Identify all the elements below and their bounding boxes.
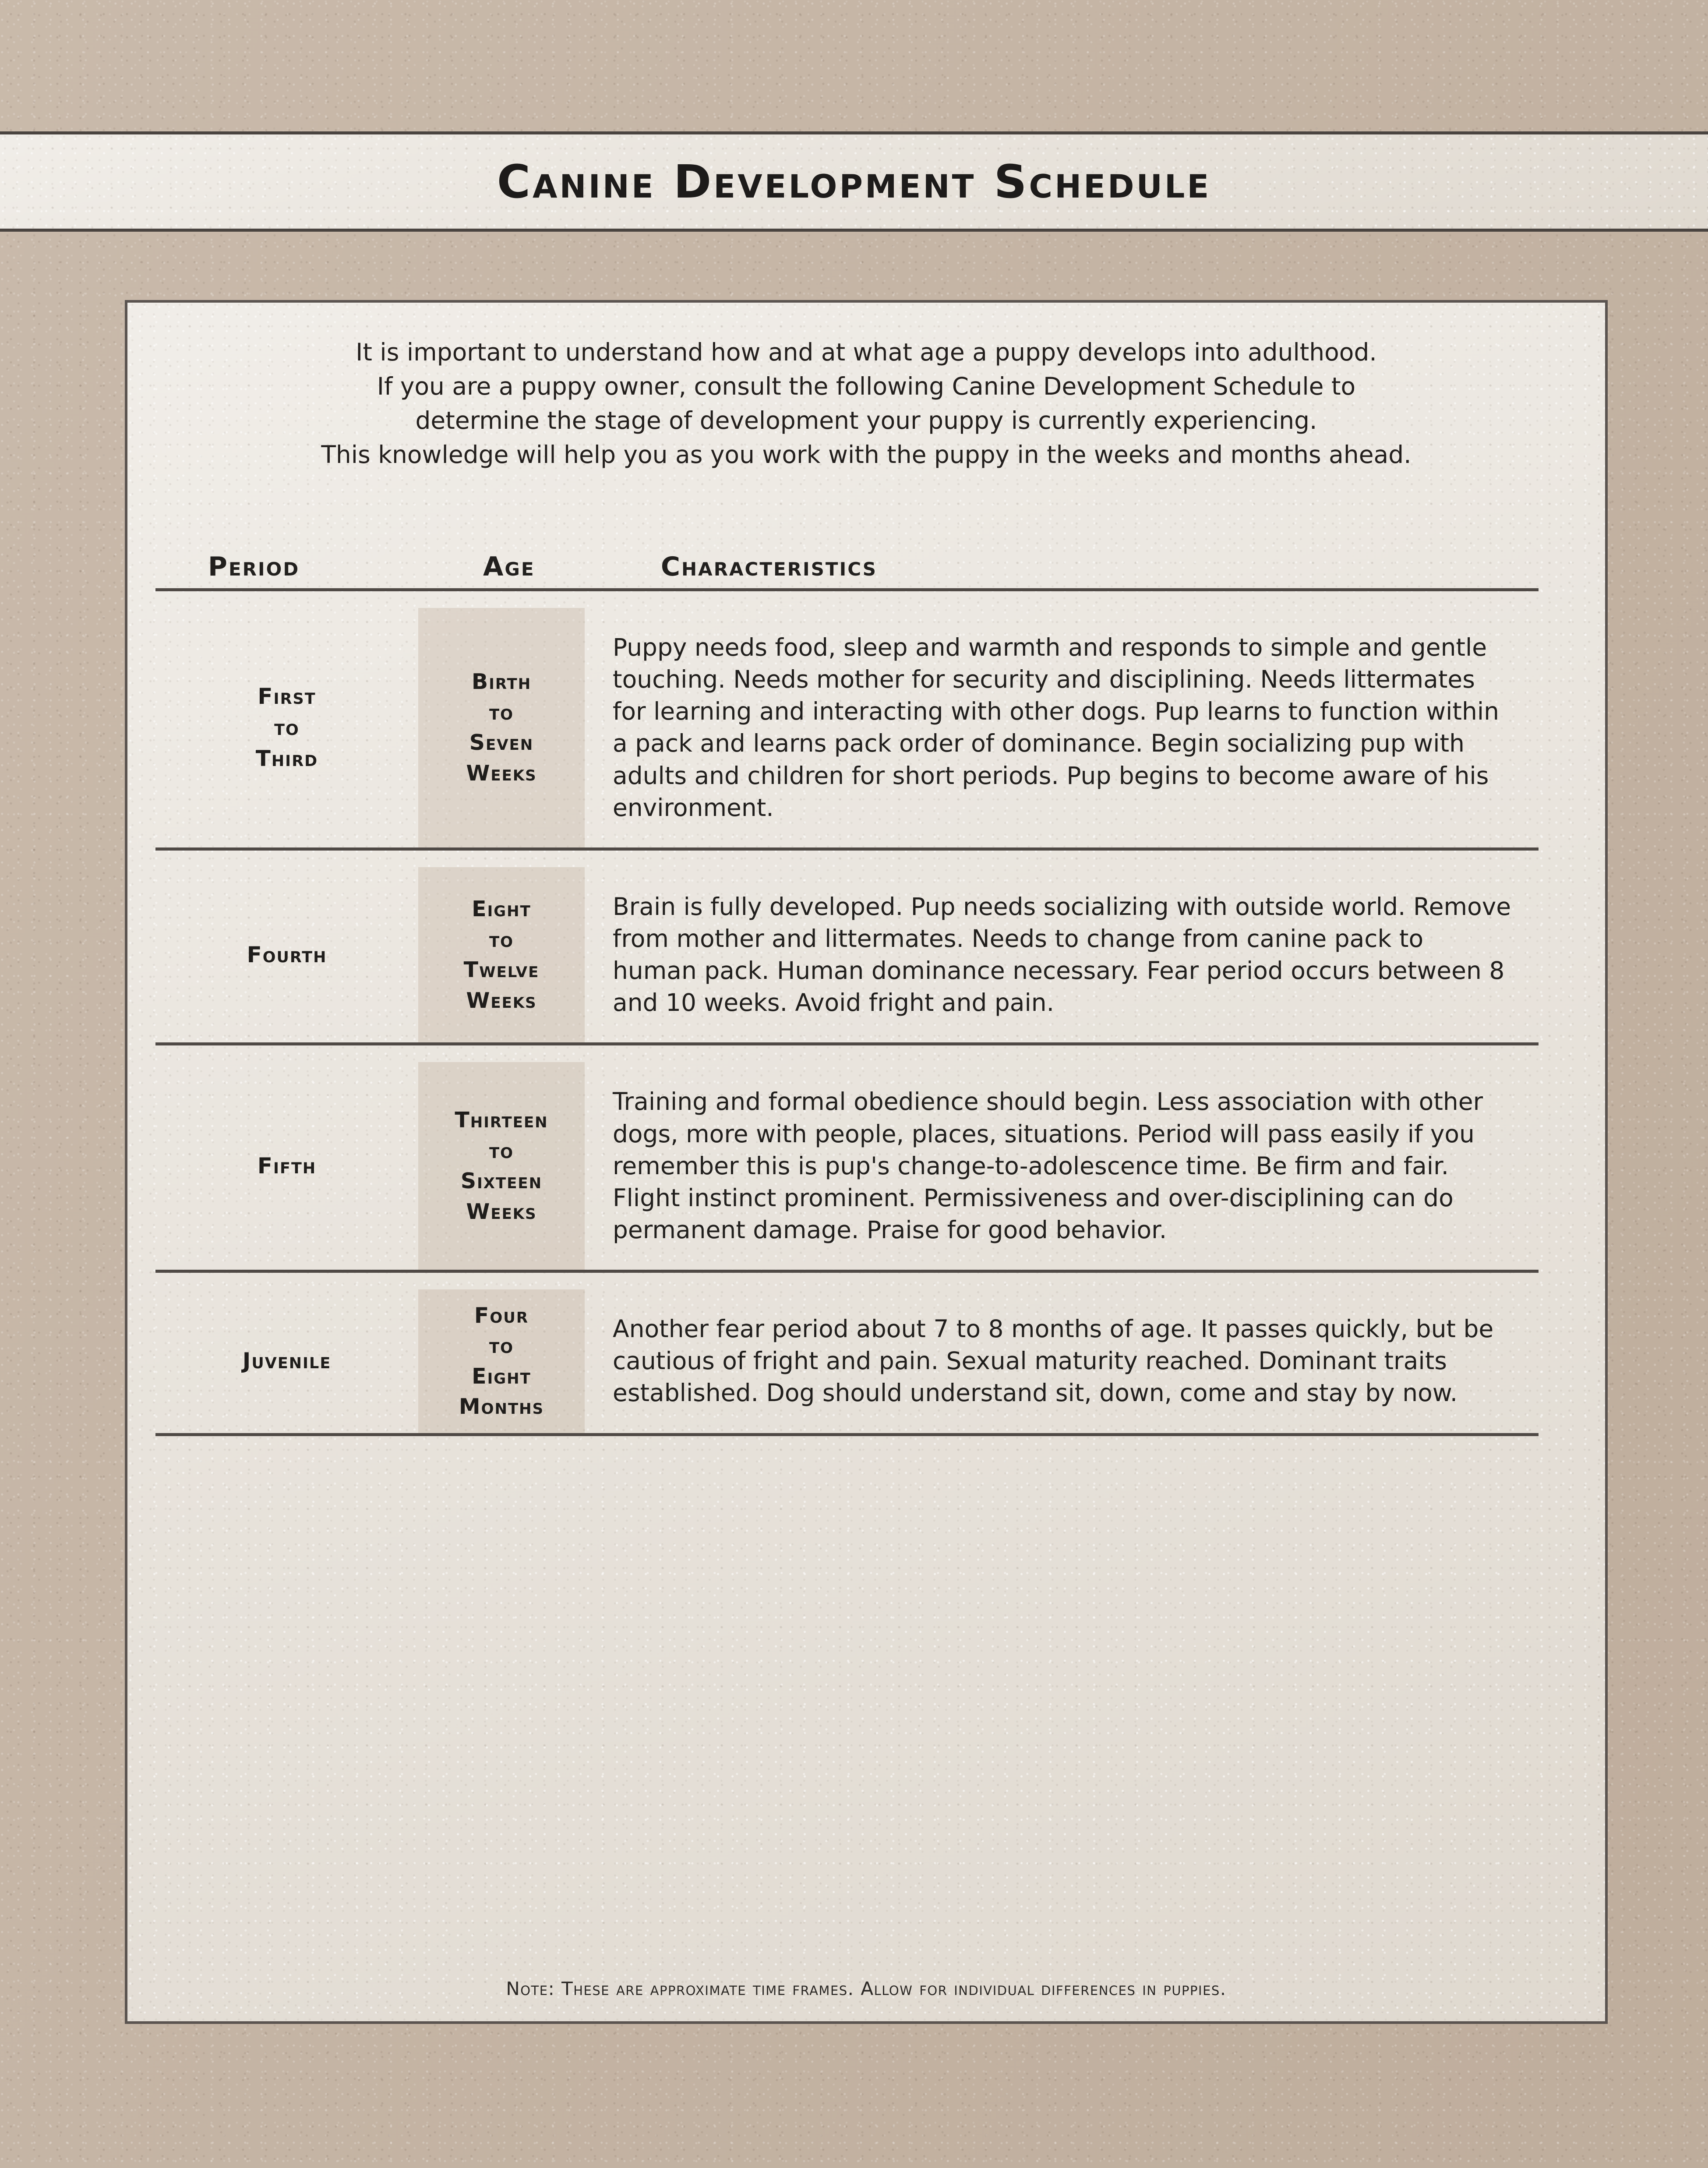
cell-period: [155, 1062, 418, 1270]
period-label: Juvenile: [242, 1348, 332, 1374]
footnote: Note: These are approximate time frames. Allow for individual differences in puppies.: [506, 1978, 1227, 1999]
table-row: [155, 608, 1539, 851]
cell-age: [418, 1062, 585, 1270]
cell-characteristics: [585, 1062, 1539, 1270]
intro-line-2: If you are a puppy owner, consult the following Canine Development Schedule to: [377, 372, 1356, 401]
page-title: Canine Development Schedule: [497, 155, 1211, 208]
intro-line-3: determine the stage of development your puppy is currently experiencing.: [415, 406, 1317, 435]
title-band: [0, 131, 1708, 232]
age-label: Thirteen to Sixteen Weeks: [455, 1108, 548, 1224]
age-label: Four to Eight Months: [459, 1303, 544, 1419]
cell-period: [155, 1289, 418, 1433]
intro-line-4: This knowledge will help you as you work with the puppy in the weeks and months ahead.: [321, 441, 1412, 469]
characteristics-text: Another fear period about 7 to 8 months of age. It passes quickly, but be cautious of fright and pain. Sexual maturity reached. Dominant traits established. Dog should understand sit, down, come and stay by now.: [613, 1315, 1494, 1407]
table-row: [155, 1062, 1539, 1273]
schedule-card-inner: [137, 312, 1595, 2012]
cell-period: [155, 867, 418, 1043]
row-spacer: [155, 591, 1539, 608]
age-label: Eight to Twelve Weeks: [463, 896, 540, 1013]
column-header-characteristics: Characteristics: [661, 551, 878, 582]
cell-age: [418, 608, 585, 847]
period-label: Fourth: [247, 942, 327, 967]
characteristics-text: Training and formal obedience should begin. Less association with other dogs, more with people, places, situations. Period will pass easily if you remember this is pup's change-to-adolescence time. Be firm and fair. Flight instinct prominent. Permissiveness and over-disciplining can do permanent damage. Praise for good behavior.: [613, 1088, 1483, 1244]
intro-paragraph: [137, 335, 1595, 472]
period-label: Fifth: [257, 1153, 317, 1179]
column-header-age: Age: [483, 551, 535, 582]
intro-line-1: It is important to understand how and at what age a puppy develops into adulthood.: [356, 338, 1377, 366]
table-row: [155, 1289, 1539, 1436]
table-header-row: [155, 531, 1539, 591]
age-label: Birth to Seven Weeks: [466, 669, 537, 786]
cell-age: [418, 867, 585, 1043]
row-spacer: [155, 1045, 1539, 1062]
period-label: First to Third: [255, 683, 318, 771]
schedule-card: [125, 300, 1608, 2024]
cell-period: [155, 608, 418, 847]
characteristics-text: Puppy needs food, sleep and warmth and responds to simple and gentle touching. Needs mother for security and disciplining. Needs littermates for learning and interacting with other dogs. Pup learns to function within a pack and learns pack order of dominance. Begin socializing pup with adults and children for short periods. Pup begins to become aware of his environment.: [613, 633, 1499, 822]
development-schedule-table: [155, 531, 1539, 1436]
column-header-period: Period: [208, 551, 300, 582]
cell-characteristics: [585, 1289, 1539, 1433]
row-spacer: [155, 851, 1539, 867]
cell-age: [418, 1289, 585, 1433]
characteristics-text: Brain is fully developed. Pup needs socializing with outside world. Remove from mother and littermates. Needs to change from canine pack to human pack. Human dominance necessary. Fear period occurs between 8 and 10 weeks. Avoid fright and pain.: [613, 892, 1511, 1017]
cell-characteristics: [585, 608, 1539, 847]
cell-characteristics: [585, 867, 1539, 1043]
table-row: [155, 867, 1539, 1046]
row-spacer: [155, 1273, 1539, 1289]
